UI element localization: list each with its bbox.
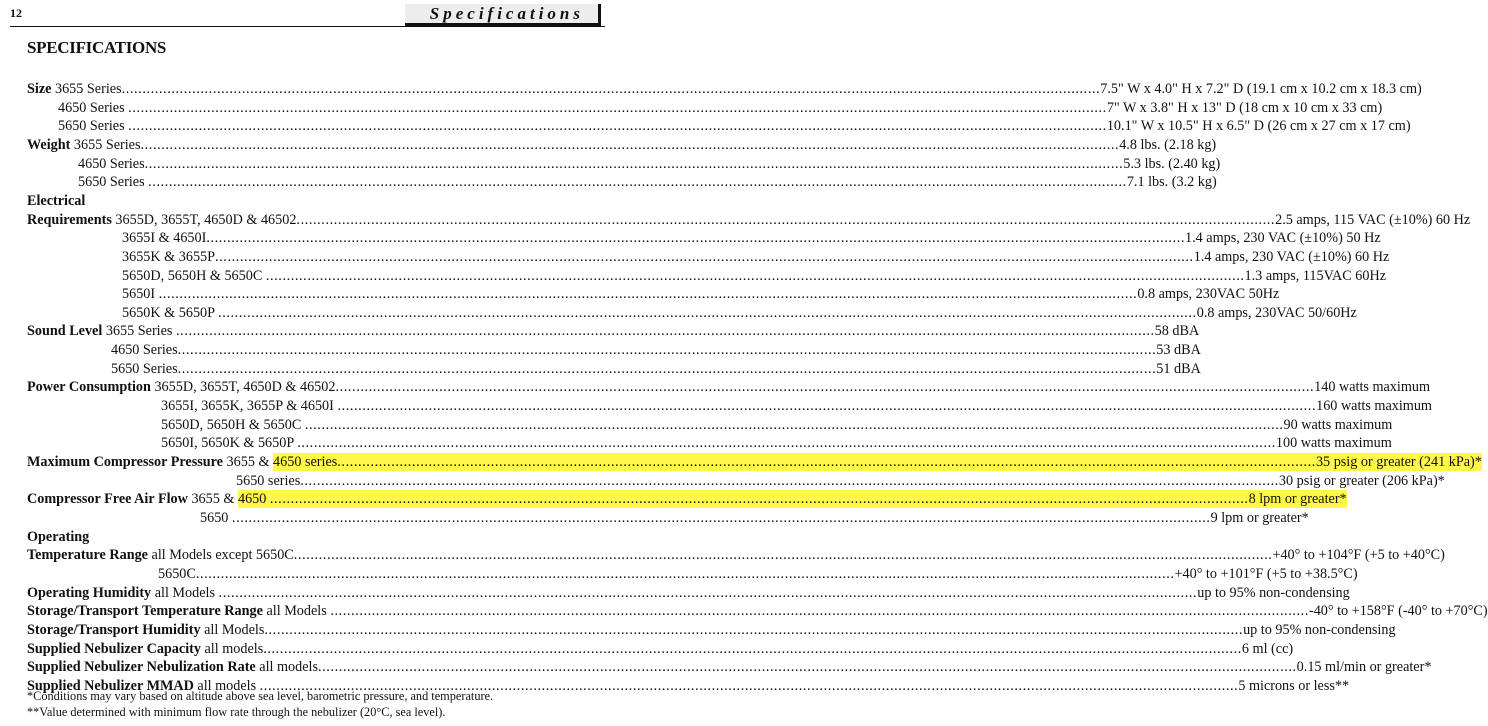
spec-value: 9 lpm or greater* [1210,509,1309,526]
leader-dots [148,173,1127,191]
spec-value: 7.1 lbs. (3.2 kg) [1126,174,1217,191]
leader-dots [318,658,1297,676]
spec-label: Operating [27,528,90,545]
leader-dots [232,509,1211,527]
spec-model: 4650 Series [78,155,145,172]
spec-value: 53 dBA [1156,342,1201,359]
spec-row [161,397,1432,415]
header-rule [10,26,605,27]
spec-model: 5650D, 5650H & 5650C [161,416,305,433]
spec-model: all models [259,659,318,676]
spec-row [27,658,1432,676]
leader-dots [159,285,1138,303]
spec-value: 1.3 amps, 115VAC 60Hz [1244,267,1387,284]
spec-model: 5650 Series [111,360,178,377]
leader-dots [266,267,1245,285]
spec-label: Size [27,81,52,97]
leader-dots [337,397,1316,415]
spec-row [122,285,1280,303]
spec-row [122,267,1387,285]
spec-value: up to 95% non-condensing [1197,584,1350,601]
spec-value: up to 95% non-condensing [1243,621,1396,638]
spec-row [58,117,1411,135]
leader-dots [128,117,1107,135]
spec-value: 140 watts maximum [1314,379,1430,396]
spec-value: 100 watts maximum [1275,435,1392,452]
spec-value: 5 microns or less** [1238,677,1350,694]
spec-model: 5650I [122,286,159,303]
spec-model: 3655 Series [54,81,122,97]
spec-model: 3655D, 3655T, 4650D & 46502 [154,379,336,396]
leader-dots [305,416,1284,434]
spec-model: 5650I, 5650K & 5650P [161,435,298,452]
leader-dots [337,453,1316,471]
leader-dots [178,341,1157,359]
spec-label: Operating Humidity [27,584,152,601]
spec-model: 3655 Series [73,136,141,153]
spec-model: 5650 [200,509,232,526]
spec-label: Sound Level [27,323,103,340]
leader-dots [176,322,1155,340]
spec-value: 58 dBA [1154,323,1200,340]
spec-label: Supplied Nebulizer MMAD [27,677,194,694]
spec-value: 1.4 amps, 230 VAC (±10%) 60 Hz [1193,248,1390,265]
leader-dots [263,640,1242,658]
spec-row [78,173,1217,191]
spec-label: Power Consumption [27,379,151,396]
spec-row [27,211,1471,229]
spec-row [78,155,1221,173]
spec-row [236,472,1445,490]
leader-dots [330,602,1309,620]
leader-dots [122,80,1101,98]
leader-dots [297,434,1276,452]
spec-row [122,304,1357,322]
leader-dots [296,211,1275,229]
leader-dots [335,378,1314,396]
spec-model: 3655 & [191,491,238,508]
spec-model: 5650 Series [58,118,129,135]
leader-dots [206,229,1185,247]
spec-row [27,584,1350,602]
spec-row [27,602,1488,620]
spec-row [158,565,1358,583]
leader-dots [178,360,1157,378]
spec-row [27,490,1347,508]
spec-value: +40° to +104°F (+5 to +40°C) [1272,547,1445,564]
highlighted-segment [238,490,1347,508]
leader-dots [270,490,1249,508]
page-number: 12 [10,6,22,20]
leader-dots [219,584,1198,602]
spec-row [27,621,1396,639]
spec-value: 7" W x 3.8" H x 13" D (18 cm x 10 cm x 33 cm) [1106,99,1383,116]
spec-value: 6 ml (cc) [1241,640,1294,657]
spec-model: 5650D, 5650H & 5650C [122,267,266,284]
spec-model: 5650C [158,565,196,582]
spec-model: 4650 Series [58,99,129,116]
spec-label: Weight [27,136,71,153]
spec-value: 90 watts maximum [1283,416,1393,433]
spec-row [27,80,1422,98]
spec-model: all Models except 5650C [151,547,294,564]
spec-row [161,416,1393,434]
spec-value: 51 dBA [1156,360,1201,377]
spec-model: all Models [204,621,265,638]
spec-label: Storage/Transport Temperature Range [27,603,263,620]
spec-value: 30 psig or greater (206 kPa)* [1278,472,1445,489]
spec-value: 0.8 amps, 230VAC 50Hz [1137,286,1280,303]
spec-model: 3655 Series [105,323,176,340]
footnote-2: **Value determined with minimum flow rate through the nebulizer (20°C, sea level). [27,705,446,719]
spec-model: all models [204,640,264,657]
spec-value: 2.5 amps, 115 VAC (±10%) 60 Hz [1275,211,1471,228]
spec-row [111,360,1201,378]
spec-row [27,546,1445,564]
spec-value: 7.5" W x 4.0" H x 7.2" D (19.1 cm x 10.2 cm x 18.3 cm) [1100,81,1422,97]
spec-model: 3655I, 3655K, 3655P & 4650I [161,398,338,415]
spec-row [27,136,1217,154]
leader-dots [300,472,1279,490]
spec-value: 0.8 amps, 230VAC 50/60Hz [1196,304,1357,321]
spec-value: -40° to +158°F (-40° to +70°C) [1308,603,1488,620]
spec-label: Compressor Free Air Flow [27,491,188,508]
leader-dots [294,546,1273,564]
spec-row [27,192,578,210]
spec-value: 35 psig or greater (241 kPa)* [1315,454,1482,470]
spec-value: 1.4 amps, 230 VAC (±10%) 50 Hz [1185,230,1381,247]
page-title: SPECIFICATIONS [27,38,167,57]
spec-label: Requirements [27,211,112,228]
spec-model-highlight: 4650 series [273,454,338,470]
spec-model: all Models [266,603,331,620]
leader-dots [215,248,1194,266]
highlighted-segment [273,453,1482,471]
spec-value: 4.8 lbs. (2.18 kg) [1119,136,1217,153]
spec-row [27,528,578,546]
leader-dots [196,565,1175,583]
spec-label: Maximum Compressor Pressure [27,454,223,470]
spec-row [122,229,1381,247]
footnote-1: *Conditions may vary based on altitude above sea level, barometric pressure, and temperature. [27,689,494,703]
spec-model: 3655I & 4650I [122,230,207,247]
section-header-banner: Specifications [405,4,601,26]
spec-model: 3655 & [226,454,274,470]
leader-dots [141,136,1120,154]
spec-row [27,322,1200,340]
spec-value: 10.1" W x 10.5" H x 6.5" D (26 cm x 27 cm x 17 cm) [1106,118,1411,135]
spec-value: 160 watts maximum [1316,398,1432,415]
spec-row [200,509,1309,527]
spec-model: 5650 series [236,472,301,489]
spec-row [27,378,1430,396]
leader-dots [145,155,1124,173]
spec-model: all models [197,677,260,694]
leader-dots [218,304,1197,322]
spec-label: Storage/Transport Humidity [27,621,201,638]
spec-value: 5.3 lbs. (2.40 kg) [1123,155,1221,172]
leader-dots [128,99,1107,117]
spec-model: 3655K & 3655P [122,248,216,265]
spec-row [111,341,1201,359]
spec-model: 5650K & 5650P [122,304,219,321]
spec-label: Supplied Nebulizer Capacity [27,640,201,657]
spec-row [27,640,1294,658]
spec-value: 0.15 ml/min or greater* [1296,659,1432,676]
spec-model: 5650 Series [78,174,149,191]
spec-model-highlight: 4650 [237,491,270,508]
spec-row [122,248,1390,266]
spec-row [161,434,1392,452]
leader-dots [264,621,1243,639]
spec-value: 8 lpm or greater* [1248,491,1347,508]
spec-model: all Models [154,584,219,601]
spec-row [27,453,1482,471]
spec-label: Supplied Nebulizer Nebulization Rate [27,659,256,676]
spec-model: 3655D, 3655T, 4650D & 46502 [115,211,297,228]
spec-label: Electrical [27,192,86,209]
spec-row [58,99,1383,117]
spec-model: 4650 Series [111,342,178,359]
spec-label: Temperature Range [27,547,148,564]
spec-value: +40° to +101°F (+5 to +38.5°C) [1174,565,1358,582]
